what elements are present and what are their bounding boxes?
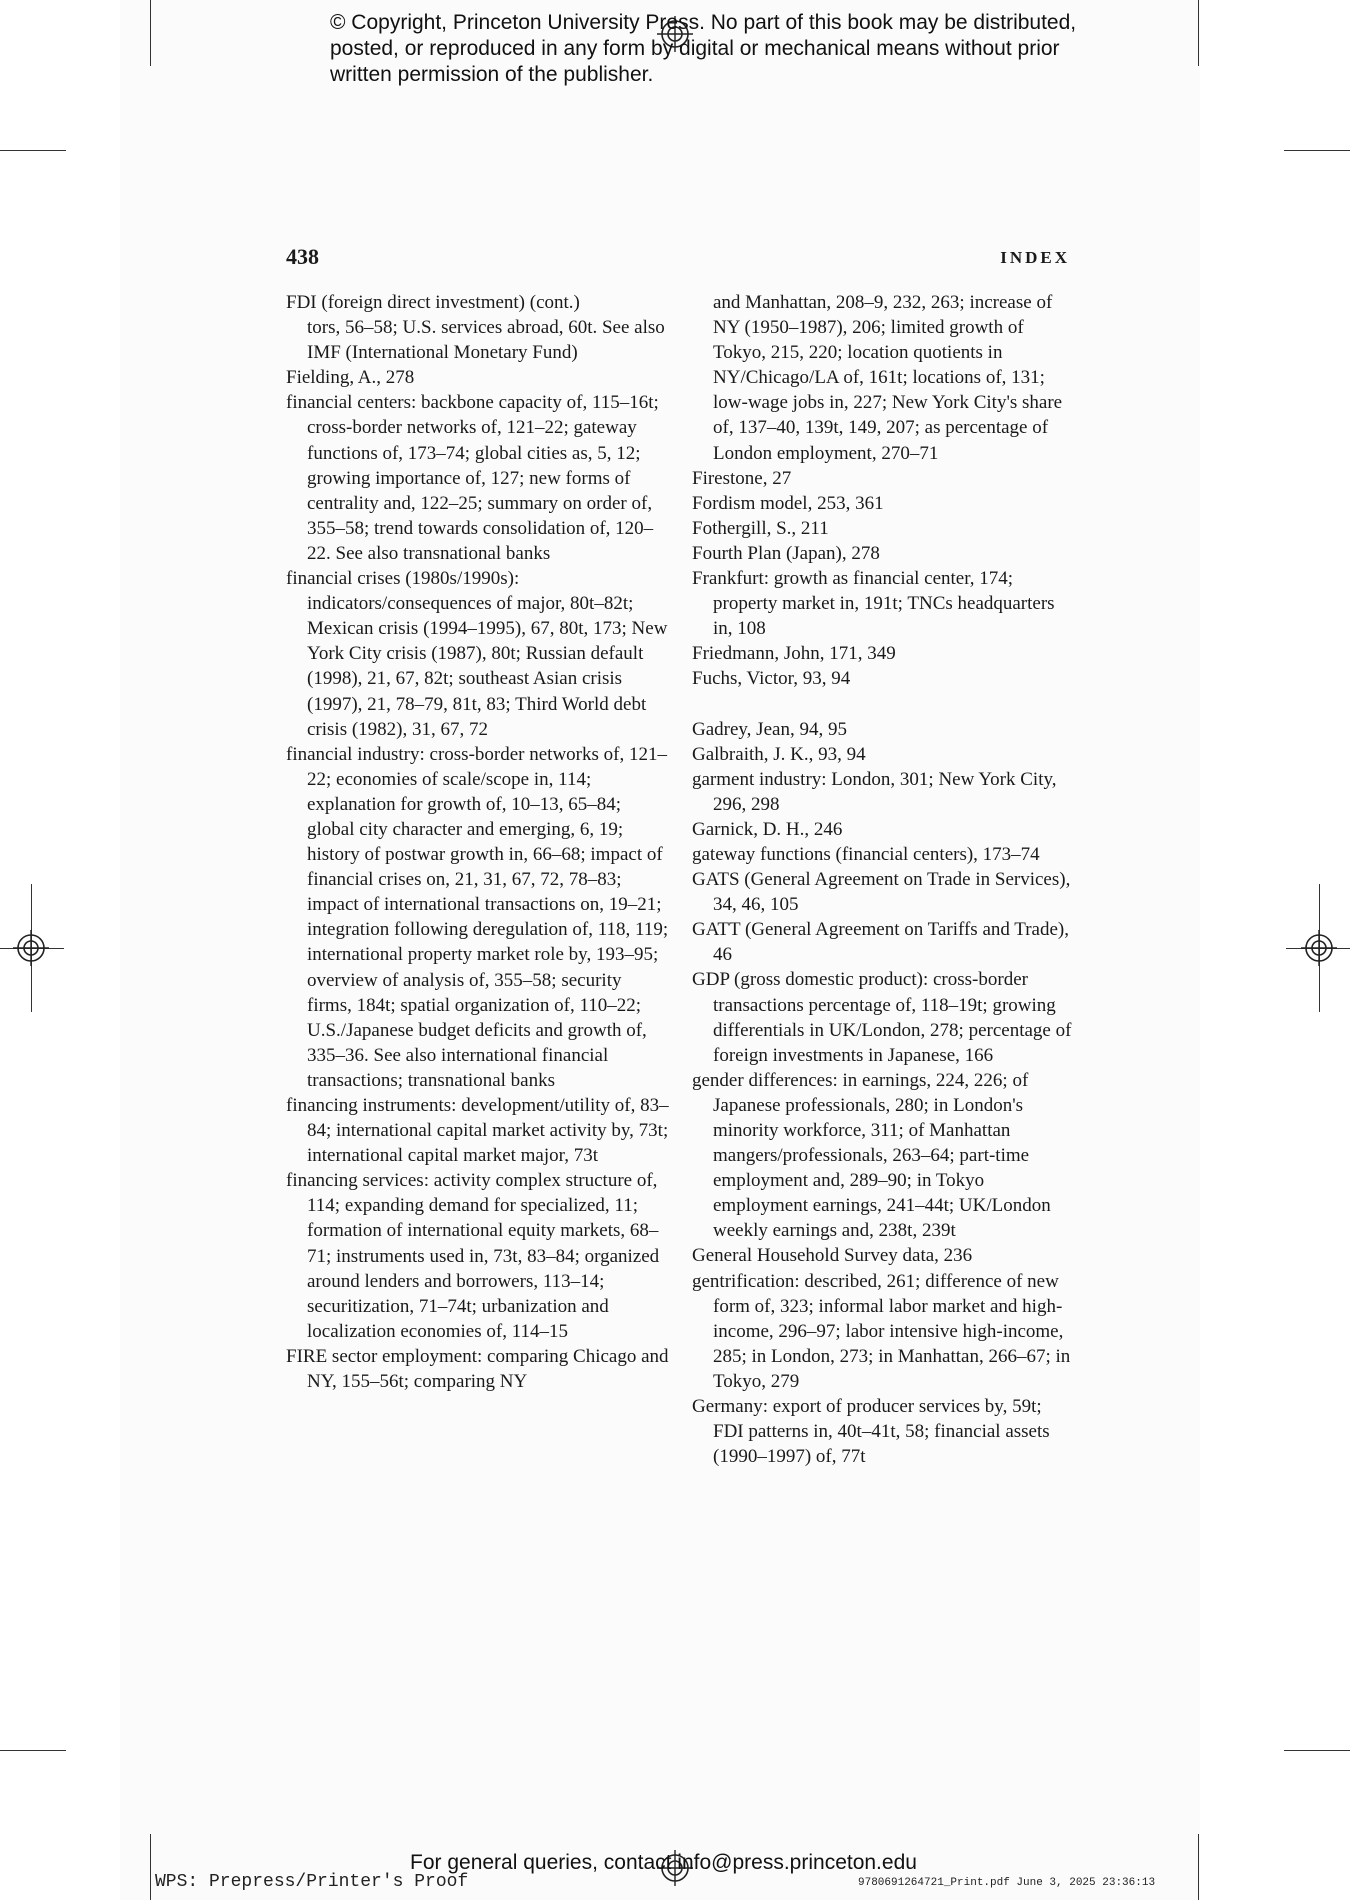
index-continuation-text: and Manhattan, 208–9, 232, 263; increase of NY (1950–1987), 206; limited growth of Tokyo, 215, 220; location quotients in NY/Chicago/LA of, 161t; locations of, 131; low-wage jobs in, 227; New York City's share of, 137–40, 139t, 149, 207; as percentage of London employment, 270–71: [713, 292, 1063, 464]
proof-label: WPS: Prepress/Printer's Proof: [155, 1872, 469, 1892]
crop-mark: [1198, 0, 1199, 66]
footer-contact: For general queries, contact info@press.princeton.edu: [410, 1851, 917, 1874]
index-entry: FIRE sector employment: comparing Chicago and NY, 155–56t; comparing NY: [286, 1345, 669, 1393]
index-entry: Garnick, D. H., 246: [692, 818, 843, 840]
index-entry: Fordism model, 253, 361: [692, 492, 884, 514]
page-number: 438: [286, 244, 319, 269]
crop-mark: [1284, 1750, 1350, 1751]
index-entry: Fourth Plan (Japan), 278: [692, 542, 880, 564]
copyright-notice: © Copyright, Princeton University Press. No part of this book may be distributed, posted, or reproduced in any form by digital or mechanical means without prior written permission of the publisher.: [330, 11, 1077, 86]
index-entry: financial industry: cross-border networks of, 121–22; economies of scale/scope in, 114; explanation for growth of, 10–13, 65–84; global city character and emerging, 6, 19; history of postwar growth in, 66–68; impact of financial crises on, 21, 31, 67, 72, 78–83; impact of international transactions on, 19–21; integration following deregulation of, 118, 119; international property market role by, 193–95; overview of analysis of, 355–58; security firms, 184t; spatial organization of, 110–22; U.S./Japanese budget deficits and growth of, 335–36. See also international financial transactions; transnational banks: [286, 743, 669, 1091]
index-entry: Germany: export of producer services by, 59t; FDI patterns in, 40t–41t, 58; financial assets (1990–1997) of, 77t: [692, 1396, 1050, 1468]
registration-mark-icon: [1301, 930, 1337, 966]
index-entry: GDP (gross domestic product): cross-border transactions percentage of, 118–19t; growing differentials in UK/London, 278; percentage of foreign investments in Japanese, 166: [692, 969, 1072, 1066]
crop-mark: [150, 0, 151, 66]
file-info: 9780691264721_Print.pdf June 3, 2025 23:36:13: [858, 1877, 1156, 1889]
registration-mark-icon: [13, 930, 49, 966]
index-column-left: [286, 290, 670, 1394]
letter-group-gap: [692, 692, 1076, 717]
index-continuation-head: FDI (foreign direct investment) (cont.): [286, 292, 580, 313]
crop-mark: [1284, 150, 1350, 151]
index-entry: financing services: activity complex structure of, 114; expanding demand for specialized, 11; formation of international equity markets, 68–71; instruments used in, 73t, 83–84; organized around lenders and borrowers, 113–14; securitization, 71–74t; urbanization and localization economies of, 114–15: [286, 1170, 660, 1342]
index-entry: financing instruments: development/utility of, 83–84; international capital market activity by, 73t; international capital market major, 73t: [286, 1095, 669, 1167]
index-entry: General Household Survey data, 236: [692, 1245, 973, 1267]
crop-mark: [0, 150, 66, 151]
index-entry: gateway functions (financial centers), 173–74: [692, 843, 1040, 865]
crop-mark: [0, 1750, 66, 1751]
crop-mark: [1198, 1834, 1199, 1900]
index-column-right: [692, 290, 1076, 1469]
index-entry: garment industry: London, 301; New York City, 296, 298: [692, 768, 1057, 815]
index-entry: Galbraith, J. K., 93, 94: [692, 743, 866, 765]
running-head: INDEX: [1000, 248, 1070, 267]
crop-mark: [150, 1834, 151, 1900]
index-entry: GATT (General Agreement on Tariffs and Trade), 46: [692, 919, 1069, 966]
index-entry: gentrification: described, 261; difference of new form of, 323; informal labor market and high-income, 296–97; labor intensive high-income, 285; in London, 273; in Manhattan, 266–67; in Tokyo, 279: [692, 1270, 1071, 1392]
index-entry: Firestone, 27: [692, 467, 792, 489]
index-entry: gender differences: in earnings, 224, 226; of Japanese professionals, 280; in London's minority workforce, 311; of Manhattan mangers/professionals, 263–64; part-time employment and, 289–90; in Tokyo employment earnings, 241–44t; UK/London weekly earnings and, 238t, 239t: [692, 1069, 1051, 1242]
index-entry: Fuchs, Victor, 93, 94: [692, 668, 851, 690]
index-continuation-text: tors, 56–58; U.S. services abroad, 60t. See also IMF (International Monetary Fund): [307, 317, 665, 364]
index-entry: Fothergill, S., 211: [692, 517, 829, 539]
index-entry: Friedmann, John, 171, 349: [692, 643, 896, 665]
index-entry: Frankfurt: growth as financial center, 174; property market in, 191t; TNCs headquarters in, 108: [692, 568, 1055, 640]
index-entry: financial crises (1980s/1990s): indicators/consequences of major, 80t–82t; Mexican crisis (1994–1995), 67, 80t, 173; New York City crisis (1987), 80t; Russian default (1998), 21, 67, 82t; southeast Asian crisis (1997), 21, 78–79, 81t, 83; Third World debt crisis (1982), 31, 67, 72: [286, 568, 668, 740]
index-entry: Gadrey, Jean, 94, 95: [692, 718, 847, 740]
index-entry: financial centers: backbone capacity of, 115–16t; cross-border networks of, 121–22; gateway functions of, 173–74; global cities as, 5, 12; growing importance of, 127; new forms of centrality and, 122–25; summary on order of, 355–58; trend towards consolidation of, 120–22. See also transnational banks: [286, 392, 659, 564]
index-entry: Fielding, A., 278: [286, 367, 415, 389]
index-entry: GATS (General Agreement on Trade in Services), 34, 46, 105: [692, 869, 1071, 916]
